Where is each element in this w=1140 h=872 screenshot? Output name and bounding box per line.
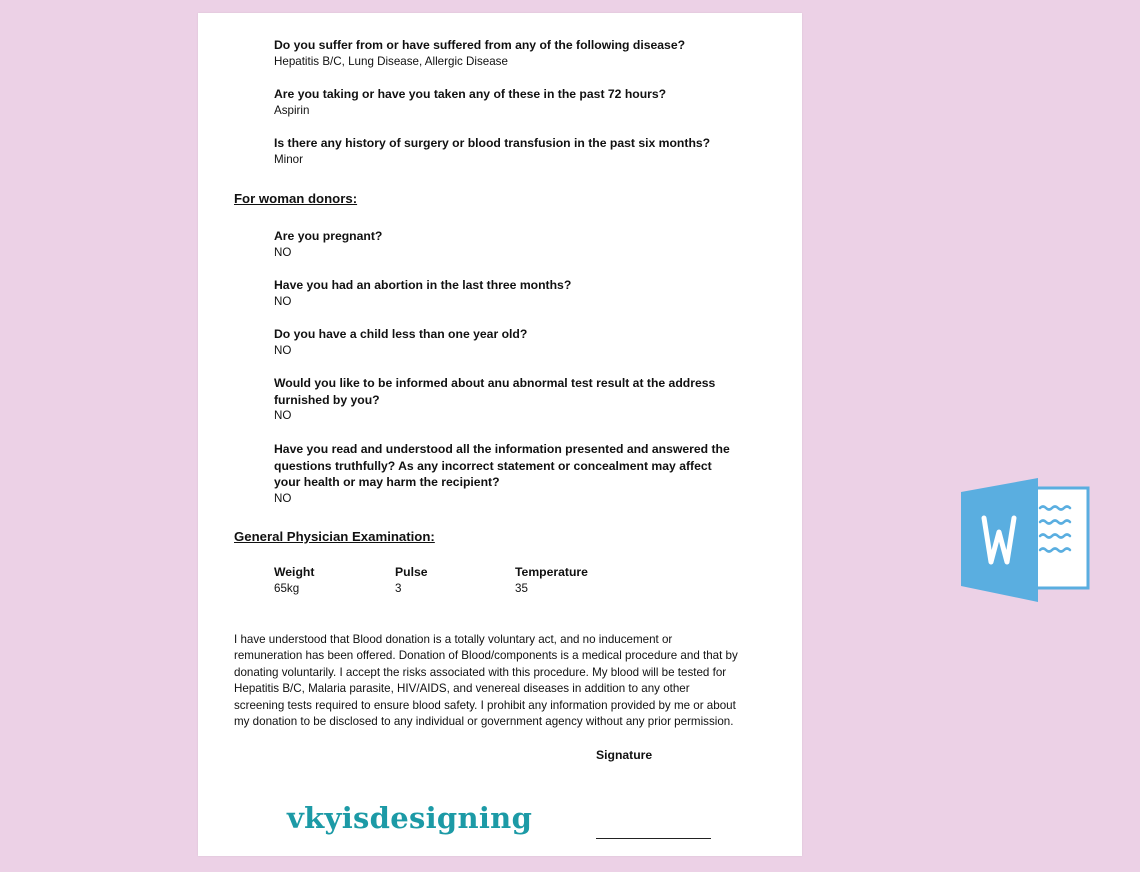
vital-label: Pulse [395,565,428,579]
document-page [198,13,802,856]
watermark-text: vkyisdesigning [287,801,533,835]
question-informed [274,375,744,424]
question-text: Do you have a child less than one year old? [274,327,528,341]
vital-value: 3 [395,581,402,595]
answer-text: Hepatitis B/C, Lung Disease, Allergic Disease [274,54,508,68]
question-text: Have you read and understood all the information presented and answered the questions truthfully? As any incorrect statement or concealment may affect your health or may harm the recipient? [274,442,730,489]
answer-text: NO [274,294,292,308]
answer-text: NO [274,343,292,357]
vital-label: Weight [274,565,315,579]
section-title-exam: General Physician Examination: [234,529,435,544]
question-text: Are you pregnant? [274,229,383,243]
answer-text: Aspirin [274,103,310,117]
question-medication [274,86,744,119]
vital-pulse [395,564,428,597]
vital-temperature [515,564,588,597]
question-abortion [274,277,744,310]
question-text: Have you had an abortion in the last three months? [274,278,572,292]
word-document-icon [958,476,1092,611]
question-truthful [274,441,734,507]
vital-label: Temperature [515,565,588,579]
answer-text: Minor [274,152,303,166]
consent-paragraph: I have understood that Blood donation is a totally voluntary act, and no inducement or remuneration has been offered. Donation of Blood/components is a medical procedure and that by donating voluntarily. I accept the risks associated with this procedure. My blood will be tested for Hepatitis B/C, Malaria parasite, HIV/AIDS, and venereal diseases in addition to any other screening tests required to ensure blood safety. I prohibit any information provided by me or about my donation to be disclosed to any individual or government agency without any prior permission. [234,633,738,729]
vital-value: 35 [515,581,528,595]
question-pregnant [274,228,744,261]
question-text: Would you like to be informed about anu abnormal test result at the address furnished by you? [274,376,716,407]
answer-text: NO [274,491,292,505]
vital-weight [274,564,314,597]
question-text: Do you suffer from or have suffered from any of the following disease? [274,38,686,52]
question-text: Is there any history of surgery or blood transfusion in the past six months? [274,136,711,150]
vital-value: 65kg [274,581,300,595]
question-text: Are you taking or have you taken any of these in the past 72 hours? [274,87,667,101]
answer-text: NO [274,409,292,422]
answer-text: NO [274,245,292,259]
question-child [274,326,744,359]
signature-label: Signature [596,748,653,762]
section-title-women: For woman donors: [234,191,358,206]
question-surgery [274,135,744,168]
signature-line [596,838,711,839]
question-disease [274,37,744,70]
